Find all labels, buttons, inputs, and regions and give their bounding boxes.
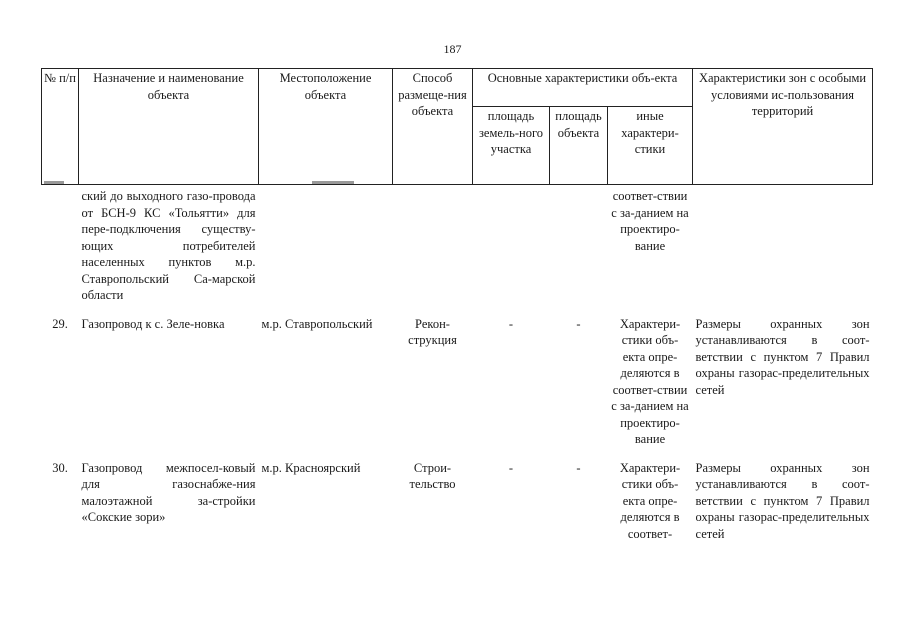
row-num <box>42 185 79 304</box>
row-method <box>393 185 473 304</box>
row-location <box>259 185 393 304</box>
row-location: м.р. Ставропольский <box>261 316 373 331</box>
row-other: Характери-стики объ-екта опре-деляются в соответ-ствии с за-данием на проектиро-вание <box>611 316 689 446</box>
row-method: Рекон-струкция <box>408 316 457 347</box>
row-name: Газопровод к с. Зеле-новка <box>81 316 225 331</box>
col-header-main-chars: Основные характеристики объ-екта <box>473 69 693 107</box>
row-method: Строи-тельство <box>409 460 456 491</box>
row-zone <box>693 185 873 304</box>
col-header-method: Способ размеще-ния объекта <box>393 69 473 185</box>
row-other: соответ-ствии с за-данием на проектиро-вание <box>611 189 689 253</box>
col-header-num: № п/п <box>42 69 79 185</box>
table-row <box>42 304 873 448</box>
row-other: Характери-стики объ-екта опре-деляются в соответ- <box>619 460 681 541</box>
col-header-land-area: площадь земель-ного участка <box>473 107 550 185</box>
row-land-area <box>473 185 550 304</box>
row-zone: Размеры охранных зон устанавливаются в соот-ветствии с пунктом 7 Правил охраны газорас-пределительных сетей <box>695 316 870 397</box>
row-land-area: - <box>508 316 514 331</box>
row-zone: Размеры охранных зон устанавливаются в соот-ветствии с пунктом 7 Правил охраны газорас-пределительных сетей <box>695 460 870 541</box>
col-header-name: Назначение и наименование объекта <box>79 69 259 185</box>
col-header-obj-area: площадь объекта <box>550 107 608 185</box>
row-name: ский до выходного газо-провода от БСН-9 КС «Тольятти» для пере-подключения существу-ющих потребителей населенных пунктов м.р. Ставропольский Са-марской области <box>81 189 256 302</box>
objects-table <box>41 68 873 542</box>
row-name: Газопровод межпосел-ковый для газоснабже-ния малоэтажной за-стройки «Сокские зори» <box>81 460 256 524</box>
row-obj-area <box>550 185 608 304</box>
table-row <box>42 185 873 304</box>
scan-artifact <box>312 181 354 184</box>
col-header-location: Местоположение объекта <box>259 69 393 185</box>
row-num: 30. <box>52 460 68 475</box>
col-header-other-chars: иные характери-стики <box>608 107 693 185</box>
row-obj-area: - <box>576 316 581 331</box>
row-num: 29. <box>52 316 68 331</box>
table-row <box>42 448 873 543</box>
row-location: м.р. Красноярский <box>261 460 361 475</box>
row-land-area: - <box>508 460 514 475</box>
page-number: 187 <box>443 42 462 56</box>
row-obj-area: - <box>576 460 581 475</box>
col-header-zone-chars: Характеристики зон с особыми условиями ис-пользования территорий <box>693 69 873 185</box>
scan-artifact <box>44 181 64 184</box>
